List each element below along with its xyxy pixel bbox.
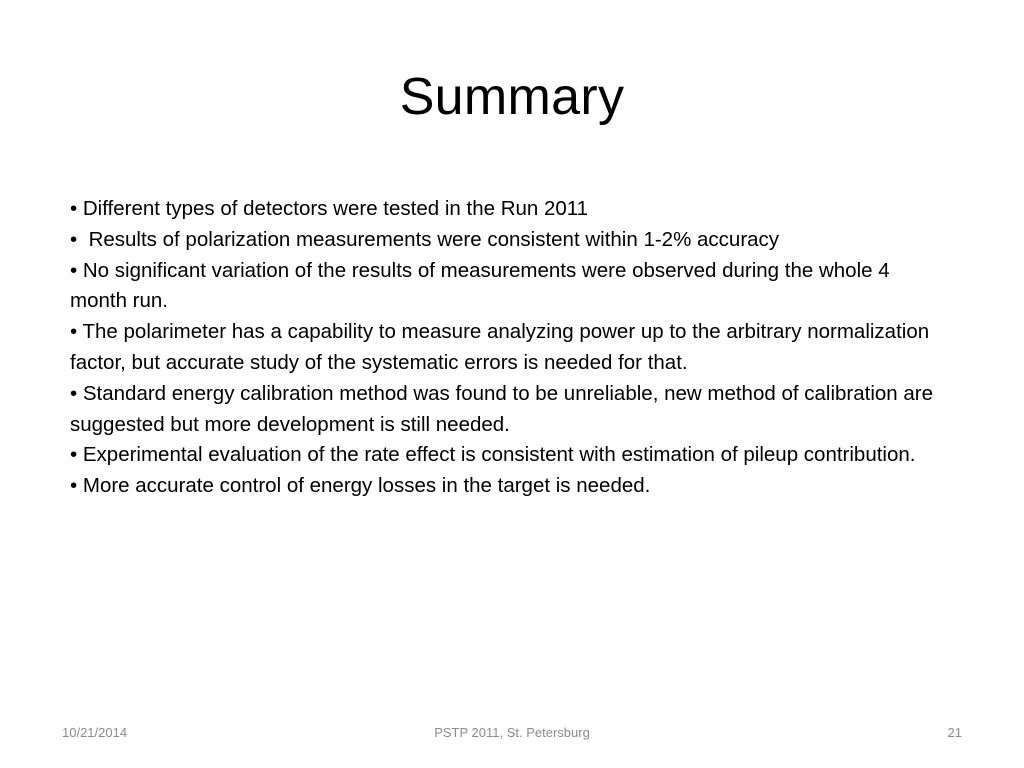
bullet-item: • Standard energy calibration method was found to be unreliable, new method of calibration are suggested but more development is still needed. <box>70 381 934 436</box>
bullet-item: • Results of polarization measurements were consistent within 1-2% accuracy <box>70 227 780 251</box>
bullet-item: • Experimental evaluation of the rate effect is consistent with estimation of pileup contribution. <box>70 443 916 467</box>
footer-event: PSTP 2011, St. Petersburg <box>434 725 590 740</box>
bullet-item: • No significant variation of the results of measurements were observed during the whole 4 month run. <box>70 258 890 313</box>
footer-date: 10/21/2014 <box>62 725 128 740</box>
slide-body <box>70 194 950 502</box>
bullet-item: • Different types of detectors were tested in the Run 2011 <box>70 197 589 220</box>
slide-title: Summary <box>399 68 625 126</box>
bullet-item: • More accurate control of energy losses in the target is needed. <box>70 474 651 498</box>
bullet-item: • The polarimeter has a capability to measure analyzing power up to the arbitrary normalization factor, but accurate study of the systematic errors is needed for that. <box>70 320 930 374</box>
footer-page-number: 21 <box>947 725 962 740</box>
